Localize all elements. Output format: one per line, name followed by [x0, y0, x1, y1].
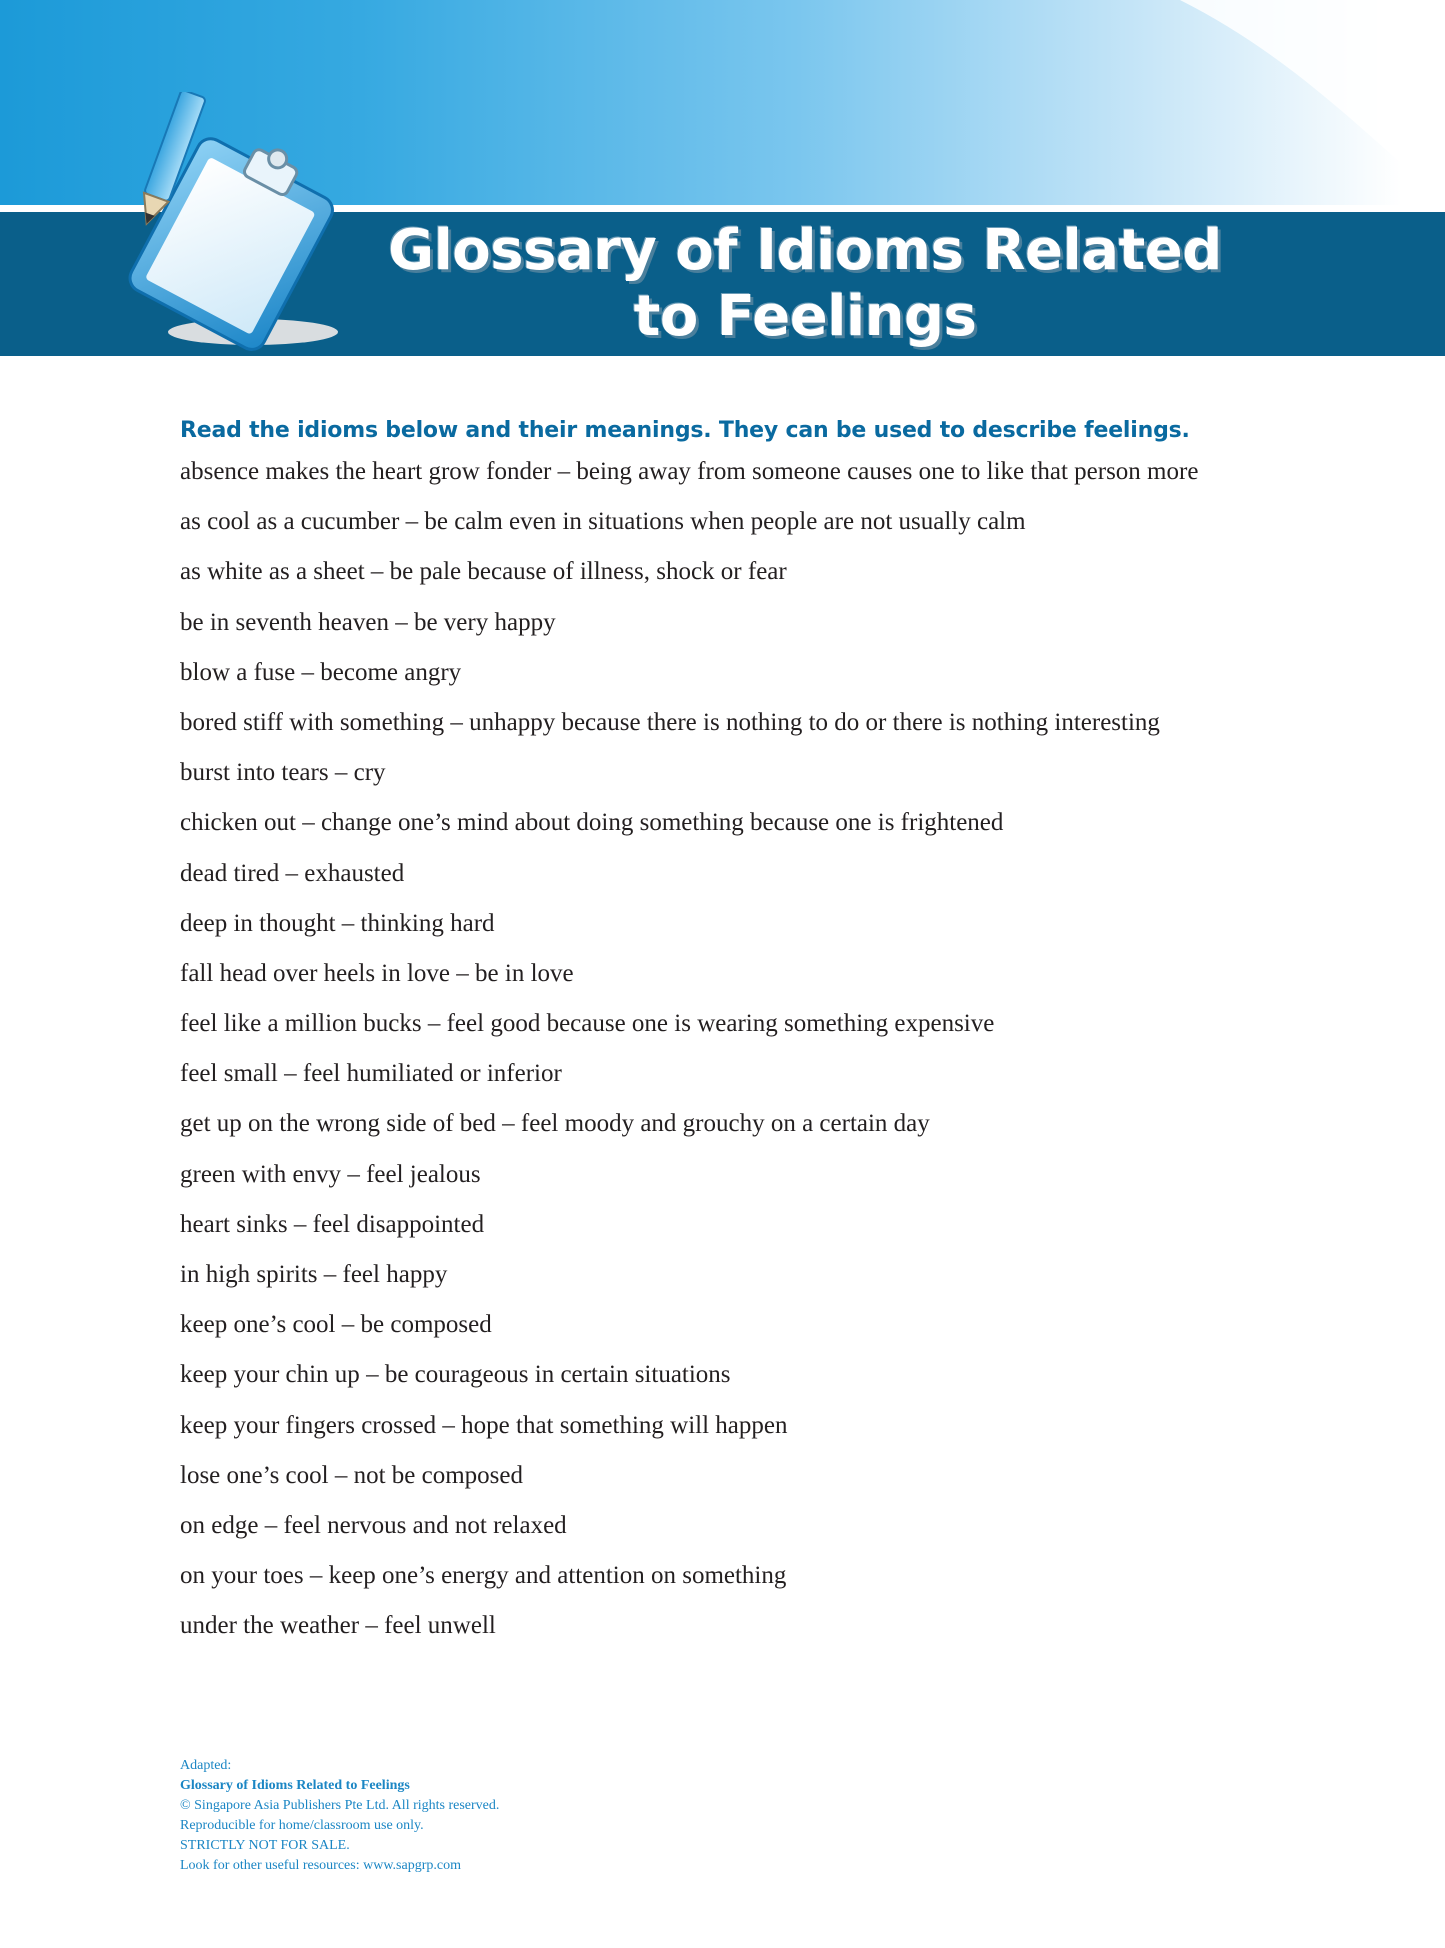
idiom-entry — [180, 1057, 1310, 1091]
idiom-entry — [180, 505, 1310, 539]
idiom-separator: – — [328, 759, 354, 787]
page-title-line-1: Glossary of Idioms Related — [388, 218, 1222, 283]
idiom-meaning: be very happy — [413, 608, 556, 636]
clipboard-pencil-icon — [118, 92, 348, 352]
idiom-meaning: exhausted — [304, 859, 405, 887]
idiom-separator: – — [444, 708, 470, 736]
idiom-term: be in seventh heaven — [180, 608, 389, 636]
idiom-entry — [180, 1158, 1310, 1192]
glossary-content — [180, 418, 1310, 1660]
idiom-entry — [180, 1459, 1310, 1493]
idiom-term: green with envy — [180, 1160, 342, 1188]
idiom-separator: – — [388, 608, 414, 636]
footer-sale: STRICTLY NOT FOR SALE. — [180, 1838, 350, 1853]
idiom-term: feel small — [180, 1060, 278, 1088]
idiom-meaning: keep one’s energy and attention on something — [328, 1562, 787, 1590]
idiom-term: get up on the wrong side of bed — [180, 1110, 496, 1138]
idiom-term: feel like a million bucks — [180, 1010, 422, 1038]
idiom-separator: – — [335, 1311, 361, 1339]
idiom-separator: – — [436, 1411, 462, 1439]
idiom-list — [180, 455, 1310, 1643]
idiom-separator: – — [328, 1461, 354, 1489]
idiom-term: keep your fingers crossed — [180, 1411, 437, 1439]
idiom-entry — [180, 1308, 1310, 1342]
idiom-separator: – — [303, 1562, 329, 1590]
idiom-meaning: feel humiliated or inferior — [302, 1060, 562, 1088]
idiom-meaning: be pale because of illness, shock or fear — [389, 558, 787, 586]
intro-text: Read the idioms below and their meanings. They can be used to describe feelings. — [180, 418, 1190, 443]
idiom-meaning: hope that something will happen — [461, 1411, 788, 1439]
footer-resources: Look for other useful resources: www.sapgrp.com — [180, 1858, 461, 1873]
idiom-term: keep one’s cool — [180, 1311, 336, 1339]
idiom-meaning: be calm even in situations when people are not usually calm — [424, 508, 1026, 536]
idiom-term: as white as a sheet — [180, 558, 365, 586]
idiom-meaning: become angry — [320, 658, 462, 686]
idiom-meaning: feel disappointed — [312, 1210, 485, 1238]
footer-adapted: Adapted: — [180, 1758, 232, 1773]
idiom-entry — [180, 957, 1310, 991]
idiom-entry — [180, 1107, 1310, 1141]
idiom-meaning: being away from someone causes one to like that person more — [576, 458, 1199, 485]
idiom-separator: – — [450, 959, 476, 987]
idiom-entry — [180, 606, 1310, 640]
idiom-term: in high spirits — [180, 1261, 318, 1288]
idiom-separator: – — [341, 1160, 367, 1188]
idiom-term: lose one’s cool — [180, 1461, 329, 1489]
idiom-entry — [180, 555, 1310, 589]
idiom-term: dead tired — [180, 859, 280, 887]
idiom-separator: – — [399, 508, 425, 536]
footer-title: Glossary of Idioms Related to Feelings — [180, 1778, 410, 1793]
idiom-term: absence makes the heart grow fonder — [180, 458, 552, 485]
idiom-term: heart sinks — [180, 1210, 288, 1238]
idiom-separator: – — [551, 458, 577, 485]
idiom-separator: – — [421, 1010, 447, 1038]
idiom-meaning: feel happy — [342, 1261, 448, 1288]
idiom-entry — [180, 1509, 1310, 1543]
idiom-term: blow a fuse — [180, 658, 296, 686]
idiom-separator: – — [277, 1060, 303, 1088]
idiom-term: keep your chin up — [180, 1361, 360, 1389]
idiom-separator: – — [258, 1511, 284, 1539]
idiom-term: as cool as a cucumber — [180, 508, 400, 536]
idiom-meaning: not be composed — [353, 1461, 524, 1489]
idiom-entry — [180, 756, 1310, 790]
idiom-entry — [180, 806, 1310, 840]
idiom-meaning: be courageous in certain situations — [384, 1361, 731, 1389]
page-title — [330, 212, 1280, 356]
idiom-meaning: feel good because one is wearing something expensive — [446, 1010, 995, 1038]
idiom-term: under the weather — [180, 1612, 360, 1640]
idiom-entry — [180, 1358, 1310, 1392]
idiom-entry — [180, 455, 1310, 489]
idiom-entry — [180, 1007, 1310, 1041]
idiom-separator: – — [279, 859, 305, 887]
idiom-meaning: thinking hard — [360, 909, 495, 937]
idiom-term: fall head over heels in love — [180, 959, 451, 987]
idiom-separator: – — [359, 1612, 385, 1640]
idiom-entry — [180, 1208, 1310, 1242]
idiom-term: on edge — [180, 1511, 259, 1539]
idiom-entry — [180, 1409, 1310, 1443]
idiom-separator: – — [335, 909, 361, 937]
idiom-meaning: be in love — [475, 959, 574, 987]
idiom-separator: – — [317, 1261, 343, 1288]
idiom-term: on your toes — [180, 1562, 304, 1590]
idiom-term: bored stiff with something — [180, 708, 445, 736]
idiom-separator: – — [287, 1210, 313, 1238]
page-title-line-2: to Feelings — [633, 284, 977, 349]
idiom-meaning: feel moody and grouchy on a certain day — [520, 1110, 930, 1138]
idiom-meaning: cry — [353, 759, 386, 787]
idiom-meaning: be composed — [360, 1311, 492, 1339]
footer-usage: Reproducible for home/classroom use only. — [180, 1818, 424, 1833]
idiom-meaning: change one’s mind about doing something because one is frightened — [320, 809, 1004, 837]
idiom-meaning: feel jealous — [366, 1160, 481, 1188]
idiom-term: burst into tears — [180, 759, 329, 787]
idiom-entry — [180, 907, 1310, 941]
idiom-entry — [180, 857, 1310, 891]
idiom-separator: – — [295, 809, 321, 837]
idiom-entry — [180, 1559, 1310, 1593]
idiom-term: deep in thought — [180, 909, 336, 937]
idiom-separator: – — [359, 1361, 385, 1389]
idiom-entry — [180, 1609, 1310, 1643]
idiom-meaning: feel nervous and not relaxed — [283, 1511, 567, 1539]
idiom-separator: – — [495, 1110, 521, 1138]
idiom-separator: – — [364, 558, 390, 586]
idiom-meaning: unhappy because there is nothing to do or there is nothing interesting — [469, 708, 1160, 736]
footer-credits — [180, 1756, 499, 1876]
idiom-term: chicken out — [180, 809, 296, 837]
idiom-entry — [180, 1258, 1310, 1292]
idiom-entry — [180, 656, 1310, 690]
idiom-entry — [180, 706, 1310, 740]
idiom-separator: – — [295, 658, 321, 686]
idiom-meaning: feel unwell — [384, 1612, 496, 1640]
footer-copyright: © Singapore Asia Publishers Pte Ltd. All rights reserved. — [180, 1798, 500, 1813]
